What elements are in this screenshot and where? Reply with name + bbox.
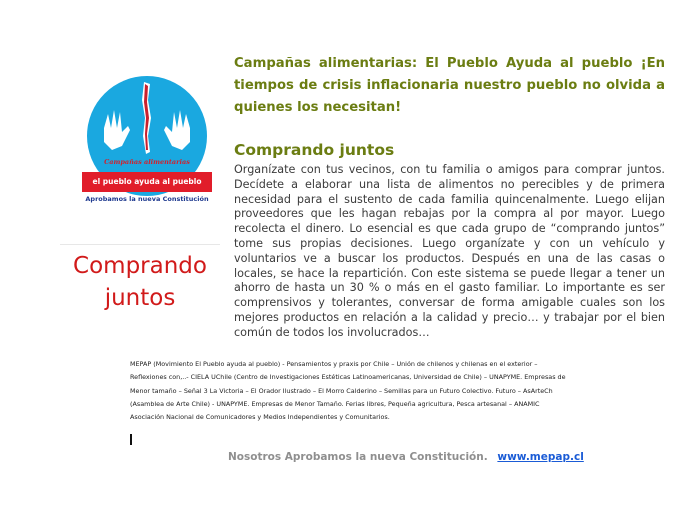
logo-banner: el pueblo ayuda al pueblo [82,172,212,192]
logo-bottom-text: Aprobamos la nueva Constitución [85,195,209,203]
footer-text: Nosotros Aprobamos la nueva Constitución. [228,451,488,463]
logo-top-text: Campañas alimentarias [104,158,190,166]
section-title: Comprando juntos [234,141,395,159]
credits-text: MEPAP (Movimiento El Pueblo ayuda al pueblo) - Pensamientos y praxis por Chile – Unión de chilenos y chilenas en el exterior – Reflexiones con,..- CIELA UChile (Centro de Investigaciones Estéticas Latinoamericanas, Universidad de Chile) – UNAPYME. Empresas de Menor tamaño – Señal 3 La Victoria – El Orador Ilustrado – El Morro Calderino – Semillas para un Futuro Colectivo. Futuro – AsArteCh (Asamblea de Arte Chile) - UNAPYME. Empresas de Menor Tamaño. Ferias libres, Pequeña agricultura, Pesca artesanal – ANAMIC Asociación Nacional de Comunicadores y Medios Independientes y Comunitarios. [130,360,566,422]
campaign-logo [82,76,212,206]
divider [60,244,220,245]
footer [228,451,584,463]
left-title: Comprando juntos [73,253,207,311]
body-text: Organízate con tus vecinos, con tu familia o amigos para comprar juntos. Decídete a elaborar una lista de alimentos no perecibles y de primera necesidad para el sustento de cada familia quincenalmente. Luego elijan proveedores que les hagan rebajas por la compra al por mayor. Luego recolecta el dinero. Lo esencial es que cada grupo de “comprando juntos” tome sus propias decisiones. Luego organízate y con un vehículo y voluntarios ve a buscar los productos. Después en una de las casas o locales, se hace la repartición. Con este sistema se puede llegar a tener un ahorro de hasta un 30 % o más en el gasto familiar. Lo importante es ser comprensivos y tolerantes, conversar de forma amigable cuales son los mejores productos en relación a la calidad y precio… y trabajar por el bien común de todos los involucrados… [234,163,665,339]
website-link[interactable]: www.mepap.cl [497,451,584,463]
text-cursor [130,434,132,445]
headline: Campañas alimentarias: El Pueblo Ayuda al pueblo ¡En tiempos de crisis inflacionaria nuestro pueblo no olvida a quienes los necesitan! [234,56,665,115]
